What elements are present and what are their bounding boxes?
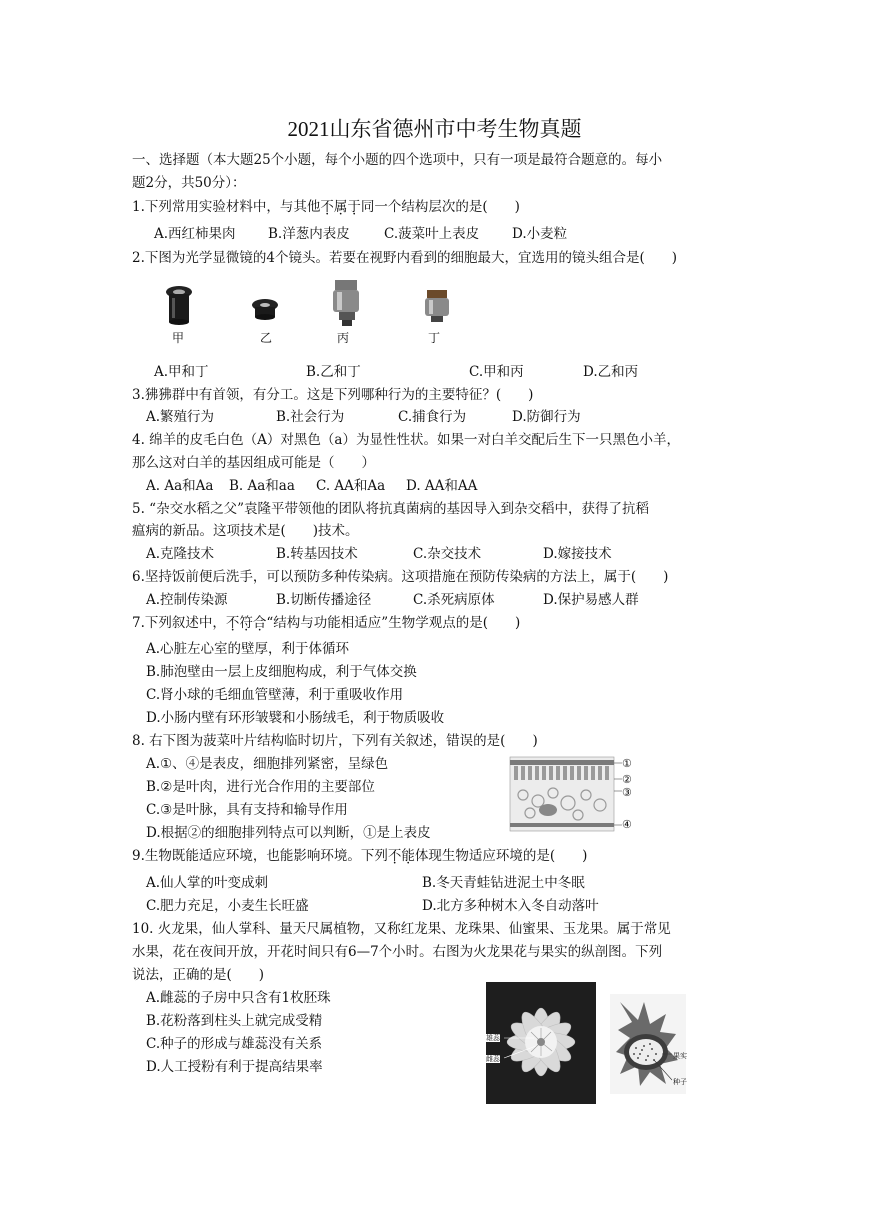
q9-option-a: A.仙人掌的叶变成刺 xyxy=(146,875,269,891)
q9-stem xyxy=(132,847,587,865)
q6-option-d: D.保护易感人群 xyxy=(543,592,639,608)
leaf-marker-2: ② xyxy=(622,773,632,786)
q10-line1: 10. 火龙果，仙人掌科、量天尺属植物，又称红龙果、龙珠果、仙蜜果、玉龙果。属于常见 xyxy=(132,921,671,937)
q4-option-d: D. AA和AA xyxy=(406,478,478,494)
section-heading-line1: 一、选择题（本大题25个小题，每个小题的四个选项中，只有一项是最符合题意的。每小 xyxy=(132,152,663,168)
q7-option-d: D.小肠内壁有环形皱襞和小肠绒毛，利于物质吸收 xyxy=(146,710,445,726)
q9-option-b: B.冬天青蛙钻进泥土中冬眠 xyxy=(422,875,585,891)
microscope-lenses-figure xyxy=(160,280,470,352)
q6-option-c: C.杀死病原体 xyxy=(413,592,495,608)
q7-stem-emphasis xyxy=(226,615,267,631)
q6-option-b: B.切断传播途径 xyxy=(276,592,372,608)
q2-stem: 2.下图为光学显微镜的4个镜头。若要在视野内看到的细胞最大，宜选用的镜头组合是( ) xyxy=(132,250,678,266)
q10-line3: 说法，正确的是( ) xyxy=(132,967,265,983)
flower-label-pistil: 雌蕊 xyxy=(486,1055,500,1063)
q1-option-d: D.小麦粒 xyxy=(512,226,568,242)
emphasis-char: 不 xyxy=(387,848,402,864)
q9-stem-b: 体现生物适应环境的是( ) xyxy=(414,848,588,864)
emphasis-char: 能 xyxy=(401,848,415,864)
q3-option-c: C.捕食行为 xyxy=(398,409,467,425)
leaf-marker-4: ④ xyxy=(622,818,632,831)
q10-option-c: C.种子的形成与雄蕊没有关系 xyxy=(146,1036,323,1052)
lens-label-bing: 丙 xyxy=(337,331,350,345)
lens-label-ding: 丁 xyxy=(428,331,441,345)
q3-option-b: B.社会行为 xyxy=(276,409,345,425)
q7-stem xyxy=(132,614,520,632)
q8-option-a: A.①、④是表皮，细胞排列紧密，呈绿色 xyxy=(146,756,389,772)
q4-line2: 那么这对白羊的基因组成可能是（ ） xyxy=(132,455,375,471)
q7-option-a: A.心脏左心室的壁厚，利于体循环 xyxy=(146,641,350,657)
q5-option-d: D.嫁接技术 xyxy=(543,546,612,562)
q1-stem-emphasis xyxy=(320,199,361,215)
emphasis-char: 不 xyxy=(225,615,240,631)
lens-bing xyxy=(333,280,359,326)
q2-option-a: A.甲和丁 xyxy=(154,364,209,380)
q3-stem: 3.狒狒群中有首领，有分工。这是下列哪种行为的主要特征？( ) xyxy=(132,387,534,403)
q2-option-b: B.乙和丁 xyxy=(306,364,361,380)
q6-stem: 6.坚持饭前便后洗手，可以预防多种传染病。这项措施在预防传染病的方法上，属于( ) xyxy=(132,569,669,585)
q1-option-c: C.菠菜叶上表皮 xyxy=(384,226,480,242)
q4-option-b: B. Aa和aa xyxy=(229,478,295,494)
q9-stem-emphasis xyxy=(388,848,415,864)
q3-option-d: D.防御行为 xyxy=(512,409,581,425)
lens-label-yi: 乙 xyxy=(260,331,273,345)
lens-label-jia: 甲 xyxy=(172,331,185,345)
q2-option-d: D.乙和丙 xyxy=(583,364,639,380)
q5-option-c: C.杂交技术 xyxy=(413,546,482,562)
q9-option-d: D.北方多种树木入冬自动落叶 xyxy=(422,898,599,914)
q8-option-d: D.根据②的细胞排列特点可以判断，①是上表皮 xyxy=(146,825,431,841)
q7-stem-b: “结构与功能相适应”生物学观点的是( ) xyxy=(266,615,521,631)
q2-option-c: C.甲和丙 xyxy=(469,364,524,380)
lens-yi xyxy=(252,299,278,320)
leaf-cross-section-figure xyxy=(508,755,638,835)
emphasis-char: 不 xyxy=(320,199,334,215)
q1-option-b: B.洋葱内表皮 xyxy=(268,226,350,242)
q10-option-a: A.雌蕊的子房中只含有1枚胚珠 xyxy=(146,990,331,1006)
q4-option-a: A. Aa和Aa xyxy=(146,478,214,494)
q7-stem-a: 7.下列叙述中， xyxy=(132,615,226,631)
q1-stem-b: 同一个结构层次的是( ) xyxy=(360,199,520,215)
q4-line1: 4. 绵羊的皮毛白色（A）对黑色（a）为显性性状。如果一对白羊交配后生下一只黑色小羊， xyxy=(132,432,680,448)
q1-stem-a: 1.下列常用实验材料中，与其他 xyxy=(132,199,321,215)
q3-option-a: A.繁殖行为 xyxy=(146,409,215,425)
q10-line2: 水果，花在夜间开放，开花时间只有6—7个小时。右图为火龙果花与果实的纵剖图。下列 xyxy=(132,944,663,960)
q5-line1: 5. “杂交水稻之父”袁隆平带领他的团队将抗真菌病的基因导入到杂交稻中，获得了抗稻 xyxy=(132,501,649,517)
flower-label-stamen: 雄蕊 xyxy=(486,1034,500,1042)
q5-line2: 瘟病的新品。这项技术是( )技术。 xyxy=(132,523,359,539)
page-title: 2021山东省德州市中考生物真题 xyxy=(287,117,582,141)
q5-option-a: A.克隆技术 xyxy=(146,546,215,562)
q10-option-b: B.花粉落到柱头上就完成受精 xyxy=(146,1013,323,1029)
leaf-marker-3: ③ xyxy=(622,786,632,799)
fruit-label-seed: 种子 xyxy=(673,1078,687,1086)
lens-ding xyxy=(425,290,449,322)
q6-option-a: A.控制传染源 xyxy=(146,592,228,608)
section-heading-line2: 题2分，共50分）： xyxy=(132,175,246,191)
q9-option-c: C.肥力充足，小麦生长旺盛 xyxy=(146,898,309,914)
lens-jia xyxy=(166,286,192,325)
q10-option-d: D.人工授粉有利于提高结果率 xyxy=(146,1059,323,1075)
dragon-fruit-flower-figure xyxy=(486,982,596,1104)
q5-option-b: B.转基因技术 xyxy=(276,546,358,562)
emphasis-char: 于 xyxy=(347,199,361,215)
q8-option-c: C.③是叶脉，具有支持和输导作用 xyxy=(146,802,348,818)
emphasis-char: 合 xyxy=(252,615,267,631)
q8-option-b: B.②是叶肉，进行光合作用的主要部位 xyxy=(146,779,375,795)
q7-option-c: C.肾小球的毛细血管壁薄，利于重吸收作用 xyxy=(146,687,404,703)
q4-option-c: C. AA和Aa xyxy=(316,478,386,494)
emphasis-char: 属 xyxy=(333,199,348,215)
fruit-label-fruit: 果实 xyxy=(673,1052,687,1060)
leaf-marker-1: ① xyxy=(622,757,632,770)
q9-stem-a: 9.生物既能适应环境，也能影响环境。下列 xyxy=(132,848,388,864)
q7-option-b: B.肺泡壁由一层上皮细胞构成，利于气体交换 xyxy=(146,664,417,680)
emphasis-char: 符 xyxy=(239,615,253,631)
q8-stem: 8. 右下图为菠菜叶片结构临时切片，下列有关叙述，错误的是( ) xyxy=(132,733,538,749)
q1-stem xyxy=(132,198,520,216)
q1-option-a: A.西红柿果肉 xyxy=(154,226,236,242)
